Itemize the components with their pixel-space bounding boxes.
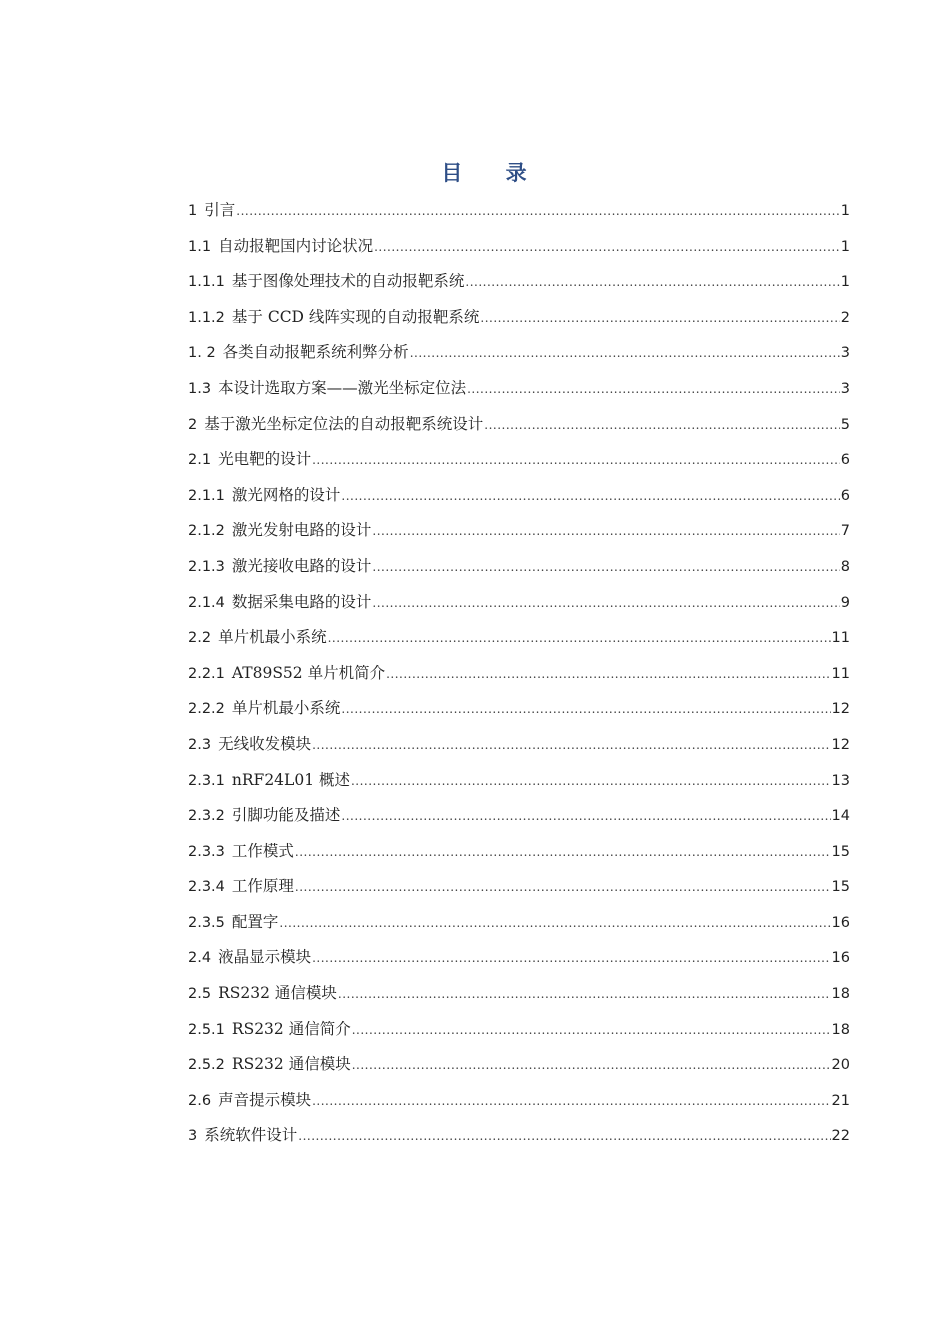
toc-entry-title: 基于 CCD 线阵实现的自动报靶系统 (231, 307, 480, 326)
toc-entry-title: 本设计选取方案——激光坐标定位法 (218, 378, 467, 397)
toc-entry-number: 1. 2 (188, 345, 216, 362)
toc-entry-title: RS232 通信模块 (218, 984, 337, 1003)
toc-dot-leader (298, 1122, 830, 1150)
toc-entry-page-number: 21 (831, 1092, 850, 1109)
toc-dot-leader (386, 660, 830, 688)
toc-dot-leader (341, 695, 830, 723)
toc-entry[interactable] (188, 623, 850, 659)
toc-entry[interactable] (188, 481, 850, 517)
toc-entry[interactable] (188, 766, 850, 802)
toc-entry-page-number: 5 (840, 416, 850, 433)
toc-entry-title: 各类自动报靶系统利弊分析 (222, 343, 409, 362)
toc-dot-leader (312, 944, 830, 972)
toc-dot-leader (351, 767, 831, 795)
toc-entry-title: 自动报靶国内讨论状况 (218, 236, 374, 255)
toc-entry-title: 单片机最小系统 (231, 699, 341, 718)
toc-entry-page-number: 14 (831, 808, 850, 825)
toc-entry-number: 1 (188, 203, 198, 219)
toc-entry[interactable] (188, 410, 850, 446)
toc-entry-number: 2.5 (188, 986, 212, 1003)
toc-entry[interactable] (188, 196, 850, 232)
toc-dot-leader (279, 909, 830, 937)
toc-entry-title: 光电靶的设计 (218, 450, 312, 469)
toc-dot-leader (236, 197, 840, 225)
toc-dot-leader (465, 268, 839, 296)
toc-dot-leader (341, 482, 839, 510)
toc-entry-number: 2.3.2 (188, 808, 225, 825)
toc-entry-page-number: 7 (840, 523, 850, 540)
toc-entry[interactable] (188, 943, 850, 979)
toc-entry[interactable] (188, 837, 850, 873)
toc-entry[interactable] (188, 374, 850, 410)
toc-entry[interactable] (188, 908, 850, 944)
toc-entry-page-number: 13 (831, 772, 850, 789)
toc-entry-number: 2.2.1 (188, 665, 225, 682)
toc-entry-number: 2.5.1 (188, 1021, 225, 1038)
toc-entry-title: 激光发射电路的设计 (231, 521, 372, 540)
toc-entry-title: RS232 通信简介 (231, 1019, 351, 1038)
toc-entry-number: 2.4 (188, 950, 212, 967)
toc-entry[interactable] (188, 1015, 850, 1051)
toc-entry-page-number: 15 (831, 843, 850, 860)
toc-entry-page-number: 8 (840, 558, 850, 575)
toc-entry-number: 2.1 (188, 452, 212, 469)
toc-entry-number: 3 (188, 1128, 198, 1145)
toc-entry-number: 2.3 (188, 736, 212, 753)
toc-entry-number: 1.1.1 (188, 274, 225, 291)
toc-entry-number: 2.2 (188, 630, 212, 647)
toc-entry-page-number: 16 (831, 950, 850, 967)
toc-entry-number: 2.1.3 (188, 558, 225, 575)
toc-entry-number: 2.6 (188, 1092, 212, 1109)
toc-entry-title: 基于图像处理技术的自动报靶系统 (231, 272, 465, 291)
toc-dot-leader (312, 731, 830, 759)
toc-entry-page-number: 18 (831, 986, 850, 1003)
toc-entry-page-number: 9 (840, 594, 850, 611)
toc-dot-leader (467, 375, 840, 403)
toc-dot-leader (374, 233, 840, 261)
toc-entry-title: 配置字 (231, 912, 279, 931)
toc-entry-number: 2.1.2 (188, 523, 225, 540)
toc-entry-title: nRF24L01 概述 (231, 770, 350, 789)
toc-entry[interactable] (188, 232, 850, 268)
toc-entry-page-number: 1 (840, 274, 850, 291)
toc-dot-leader (372, 517, 839, 545)
toc-entry-title: 系统软件设计 (204, 1126, 298, 1145)
toc-entry-title: 激光网格的设计 (231, 485, 341, 504)
toc-entry-title: 工作模式 (231, 841, 294, 860)
toc-entry-number: 2.1.4 (188, 594, 225, 611)
toc-entry-page-number: 6 (840, 487, 850, 504)
toc-entry-number: 2.3.4 (188, 879, 225, 896)
toc-entry-page-number: 18 (831, 1021, 850, 1038)
toc-entry[interactable] (188, 445, 850, 481)
toc-entry[interactable] (188, 694, 850, 730)
toc-dot-leader (312, 446, 840, 474)
toc-entry[interactable] (188, 552, 850, 588)
toc-entry-page-number: 12 (831, 701, 850, 718)
toc-entry[interactable] (188, 801, 850, 837)
toc-entry-page-number: 1 (840, 238, 850, 255)
toc-entry-page-number: 11 (831, 665, 850, 682)
toc-dot-leader (372, 553, 839, 581)
toc-entry[interactable] (188, 1086, 850, 1122)
toc-entry-number: 2.3.1 (188, 772, 225, 789)
toc-entry-page-number: 22 (831, 1128, 850, 1145)
toc-entry-title: 工作原理 (231, 877, 294, 896)
table-of-contents (188, 196, 850, 1157)
toc-dot-leader (372, 589, 839, 617)
toc-dot-leader (295, 838, 831, 866)
toc-entry-page-number: 2 (840, 309, 850, 326)
toc-entry-number: 2 (188, 416, 198, 433)
toc-dot-leader (341, 802, 830, 830)
toc-entry-page-number: 6 (840, 452, 850, 469)
toc-entry-title: 无线收发模块 (218, 734, 312, 753)
toc-dot-leader (338, 980, 831, 1008)
toc-dot-leader (484, 411, 840, 439)
toc-entry[interactable] (188, 338, 850, 374)
toc-dot-leader (352, 1016, 831, 1044)
toc-entry[interactable] (188, 1121, 850, 1157)
toc-entry-title: 激光接收电路的设计 (231, 556, 372, 575)
toc-entry-number: 2.3.3 (188, 843, 225, 860)
toc-entry-page-number: 20 (831, 1057, 850, 1074)
toc-dot-leader (312, 1087, 830, 1115)
toc-entry-page-number: 3 (840, 380, 850, 397)
toc-entry[interactable] (188, 979, 850, 1015)
toc-dot-leader (410, 339, 840, 367)
toc-entry[interactable] (188, 267, 850, 303)
toc-entry-number: 1.1 (188, 238, 212, 255)
toc-entry-number: 1.3 (188, 380, 212, 397)
toc-entry[interactable] (188, 659, 850, 695)
toc-entry-page-number: 16 (831, 914, 850, 931)
toc-entry[interactable] (188, 730, 850, 766)
toc-dot-leader (352, 1051, 831, 1079)
toc-entry-number: 2.3.5 (188, 914, 225, 931)
toc-title: 目 录 (441, 161, 545, 185)
toc-entry-number: 2.5.2 (188, 1057, 225, 1074)
toc-entry[interactable] (188, 1050, 850, 1086)
toc-entry-number: 2.1.1 (188, 487, 225, 504)
toc-entry-page-number: 15 (831, 879, 850, 896)
toc-entry[interactable] (188, 516, 850, 552)
toc-entry-title: AT89S52 单片机简介 (231, 663, 386, 682)
toc-entry-page-number: 12 (831, 736, 850, 753)
toc-entry-title: 声音提示模块 (218, 1090, 312, 1109)
toc-entry-page-number: 1 (840, 203, 850, 219)
toc-entry[interactable] (188, 303, 850, 339)
toc-entry[interactable] (188, 872, 850, 908)
toc-dot-leader (295, 873, 831, 901)
toc-entry-title: RS232 通信模块 (231, 1055, 351, 1074)
toc-entry-number: 1.1.2 (188, 309, 225, 326)
toc-entry-title: 引脚功能及描述 (231, 806, 341, 825)
toc-entry-number: 2.2.2 (188, 701, 225, 718)
toc-entry-page-number: 3 (840, 345, 850, 362)
toc-entry-title: 单片机最小系统 (218, 628, 327, 647)
toc-entry-page-number: 11 (831, 630, 850, 647)
toc-entry[interactable] (188, 588, 850, 624)
toc-dot-leader (480, 304, 839, 332)
toc-entry-title: 数据采集电路的设计 (231, 592, 372, 611)
toc-dot-leader (328, 624, 831, 652)
toc-entry-title: 引言 (204, 201, 236, 219)
toc-entry-title: 液晶显示模块 (218, 948, 312, 967)
toc-entry-title: 基于激光坐标定位法的自动报靶系统设计 (204, 414, 484, 433)
